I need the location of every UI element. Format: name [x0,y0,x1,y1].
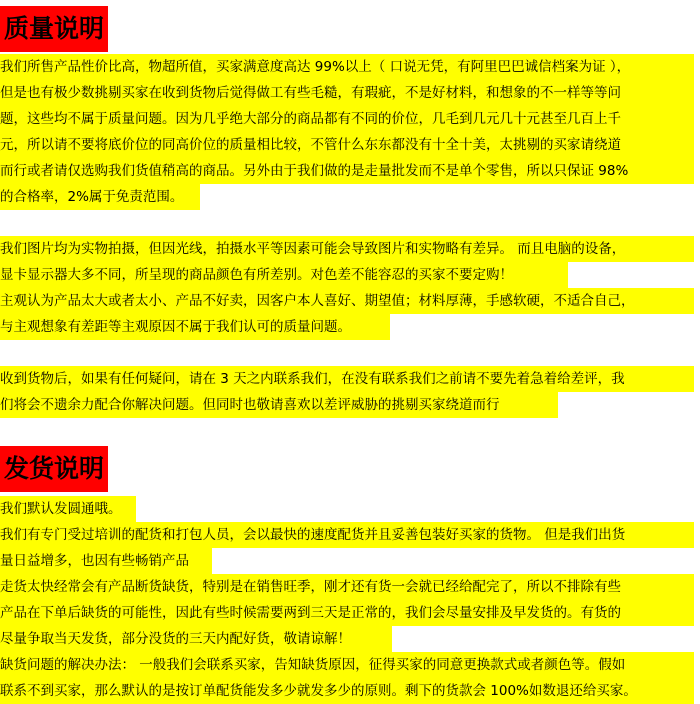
quality-text-line: 我们所售产品性价比高，物超所值，买家满意度高达 99%以上（ 口说无凭，有阿里巴巴诚信档案为证 ）， [0,54,694,80]
quality-text-line: 们将会不遗余力配合你解决问题。但同时也敬请喜欢以差评威胁的挑剔买家绕道而行 [0,392,558,418]
shipping-text-line: 联系不到买家，那么默认的是按订单配货能发多少就发多少的原则。剩下的货款会 100%如数退还给买家。 [0,678,694,704]
shipping-text-line: 我们默认发圆通哦。 [0,496,136,522]
quality-text-line: 我们图片均为实物拍摄，但因光线，拍摄水平等因素可能会导致图片和实物略有差异。 而且电脑的设备， [0,236,694,262]
quality-text-line: 收到货物后，如果有任何疑问，请在 3 天之内联系我们，在没有联系我们之前请不要先着急着给差评，我 [0,366,694,392]
shipping-text-line: 产品在下单后缺货的可能性，因此有些时候需要两到三天是正常的，我们会尽量安排及早发货的。有货的 [0,600,694,626]
shipping-text-line: 走货太快经常会有产品断货缺货，特别是在销售旺季，刚才还有货一会就已经给配完了，所以不排除有些 [0,574,694,600]
quality-text-line: 与主观想象有差距等主观原因不属于我们认可的质量问题。 [0,314,390,340]
quality-text-line: 题，这些均不属于质量问题。因为几乎绝大部分的商品都有不同的价位，几毛到几元几十元甚至几百上千 [0,106,694,132]
quality-text-line: 元，所以请不要将底价位的同高价位的质量相比较，不管什么东东都没有十全十美，太挑剔的买家请绕道 [0,132,694,158]
quality-heading: 质量说明 [0,6,108,52]
quality-text-line: 的合格率，2%属于免责范围。 [0,184,200,210]
shipping-text-line: 我们有专门受过培训的配货和打包人员，会以最快的速度配货并且妥善包装好买家的货物。 但是我们出货 [0,522,694,548]
shipping-text-line: 尽量争取当天发货，部分没货的三天内配好货，敬请谅解！ [0,626,392,652]
quality-text-line: 显卡显示器大多不同，所呈现的商品颜色有所差别。对色差不能容忍的买家不要定购！ [0,262,568,288]
shipping-text-line: 量日益增多，也因有些畅销产品 [0,548,212,574]
shipping-text-line: 缺货问题的解决办法： 一般我们会联系买家，告知缺货原因，征得买家的同意更换款式或者颜色等。假如 [0,652,694,678]
shipping-heading: 发货说明 [0,446,108,492]
quality-text-line: 而行或者请仅选购我们货值稍高的商品。另外由于我们做的是走量批发而不是单个零售，所以只保证 98% [0,158,694,184]
quality-text-line: 主观认为产品太大或者太小、产品不好卖，因客户本人喜好、期望值；材料厚薄，手感软硬，不适合自己， [0,288,694,314]
quality-text-line: 但是也有极少数挑剔买家在收到货物后觉得做工有些毛糙，有瑕疵，不是好材料，和想象的不一样等等问 [0,80,694,106]
